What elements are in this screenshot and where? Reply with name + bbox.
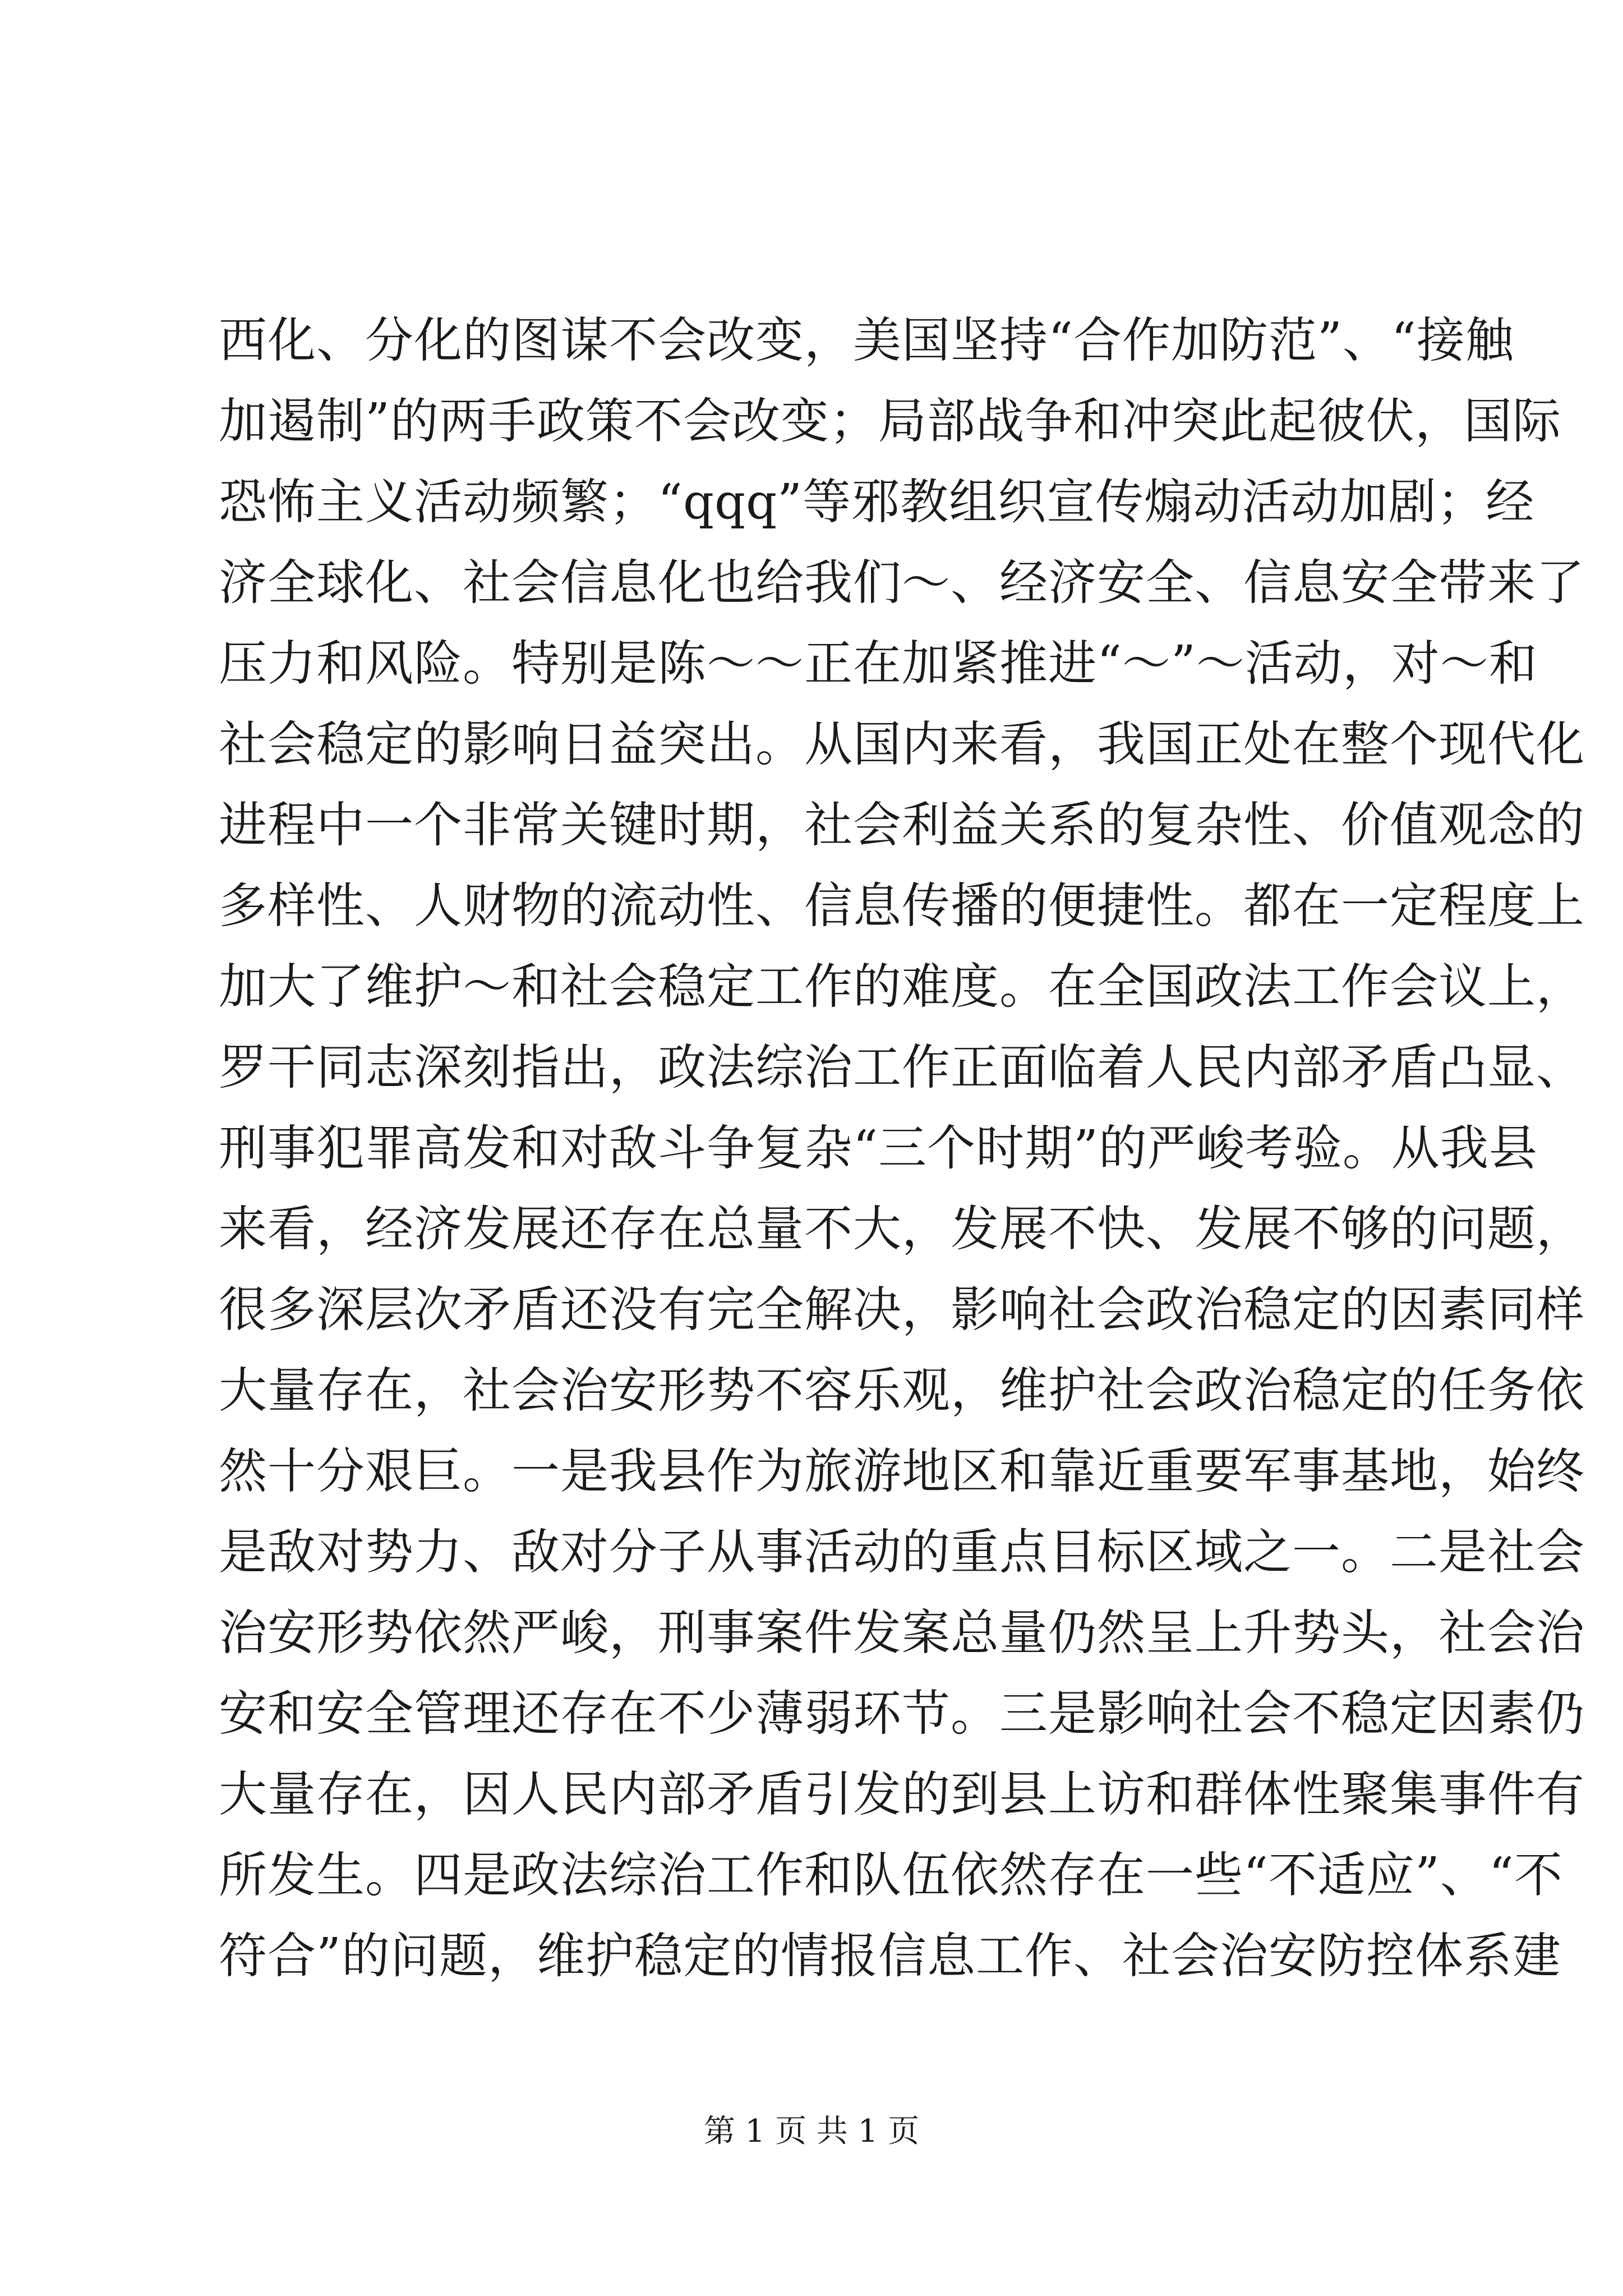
text-line: 社会稳定的影响日益突出。从国内来看，我国正处在整个现代化 bbox=[219, 716, 1585, 772]
text-line: 西化、分化的图谋不会改变，美国坚持“合作加防范”、“接触 bbox=[219, 312, 1514, 369]
text-line: 多样性、人财物的流动性、信息传播的便捷性。都在一定程度上 bbox=[219, 878, 1585, 934]
text-line: 是敌对势力、敌对分子从事活动的重点目标区域之一。二是社会 bbox=[219, 1524, 1585, 1580]
text-line: 大量存在，社会治安形势不容乐观，维护社会政治稳定的任务依 bbox=[219, 1363, 1585, 1419]
text-line: 大量存在，因人民内部矛盾引发的到县上访和群体性聚集事件有 bbox=[219, 1766, 1585, 1823]
text-line: 所发生。四是政法综治工作和队伍依然存在一些“不适应”、“不 bbox=[219, 1847, 1563, 1903]
text-line: 来看，经济发展还存在总量不大，发展不快、发展不够的问题， bbox=[219, 1201, 1585, 1257]
text-line: 很多深层次矛盾还没有完全解决，影响社会政治稳定的因素同样 bbox=[219, 1282, 1585, 1338]
text-line: 进程中一个非常关键时期，社会利益关系的复杂性、价值观念的 bbox=[219, 797, 1585, 853]
text-line: 加大了维护～和社会稳定工作的难度。在全国政法工作会议上， bbox=[219, 959, 1585, 1015]
text-line: 加遏制”的两手政策不会改变；局部战争和冲突此起彼伏，国际 bbox=[219, 393, 1561, 449]
text-line: 安和安全管理还存在不少薄弱环节。三是影响社会不稳定因素仍 bbox=[219, 1686, 1585, 1742]
text-line: 治安形势依然严峻，刑事案件发案总量仍然呈上升势头，社会治 bbox=[219, 1605, 1585, 1661]
text-line: 恐怖主义活动频繁；“qqq”等邪教组织宣传煽动活动加剧；经 bbox=[219, 474, 1535, 530]
text-line: 罗干同志深刻指出，政法综治工作正面临着人民内部矛盾凸显、 bbox=[219, 1039, 1585, 1096]
page-footer bbox=[0, 2112, 1623, 2151]
page-number-label: 第 1 页 共 1 页 bbox=[703, 2113, 920, 2150]
text-line: 压力和风险。特别是陈～～正在加紧推进“～”～活动，对～和 bbox=[219, 636, 1538, 692]
text-line: 刑事犯罪高发和对敌斗争复杂“三个时期”的严峻考验。从我县 bbox=[219, 1120, 1538, 1176]
document-body bbox=[219, 300, 1585, 1996]
text-line: 符合”的问题，维护稳定的情报信息工作、社会治安防控体系建 bbox=[219, 1928, 1561, 1984]
text-line: 然十分艰巨。一是我县作为旅游地区和靠近重要军事基地，始终 bbox=[219, 1443, 1585, 1499]
text-line: 济全球化、社会信息化也给我们～、经济安全、信息安全带来了 bbox=[219, 555, 1585, 611]
